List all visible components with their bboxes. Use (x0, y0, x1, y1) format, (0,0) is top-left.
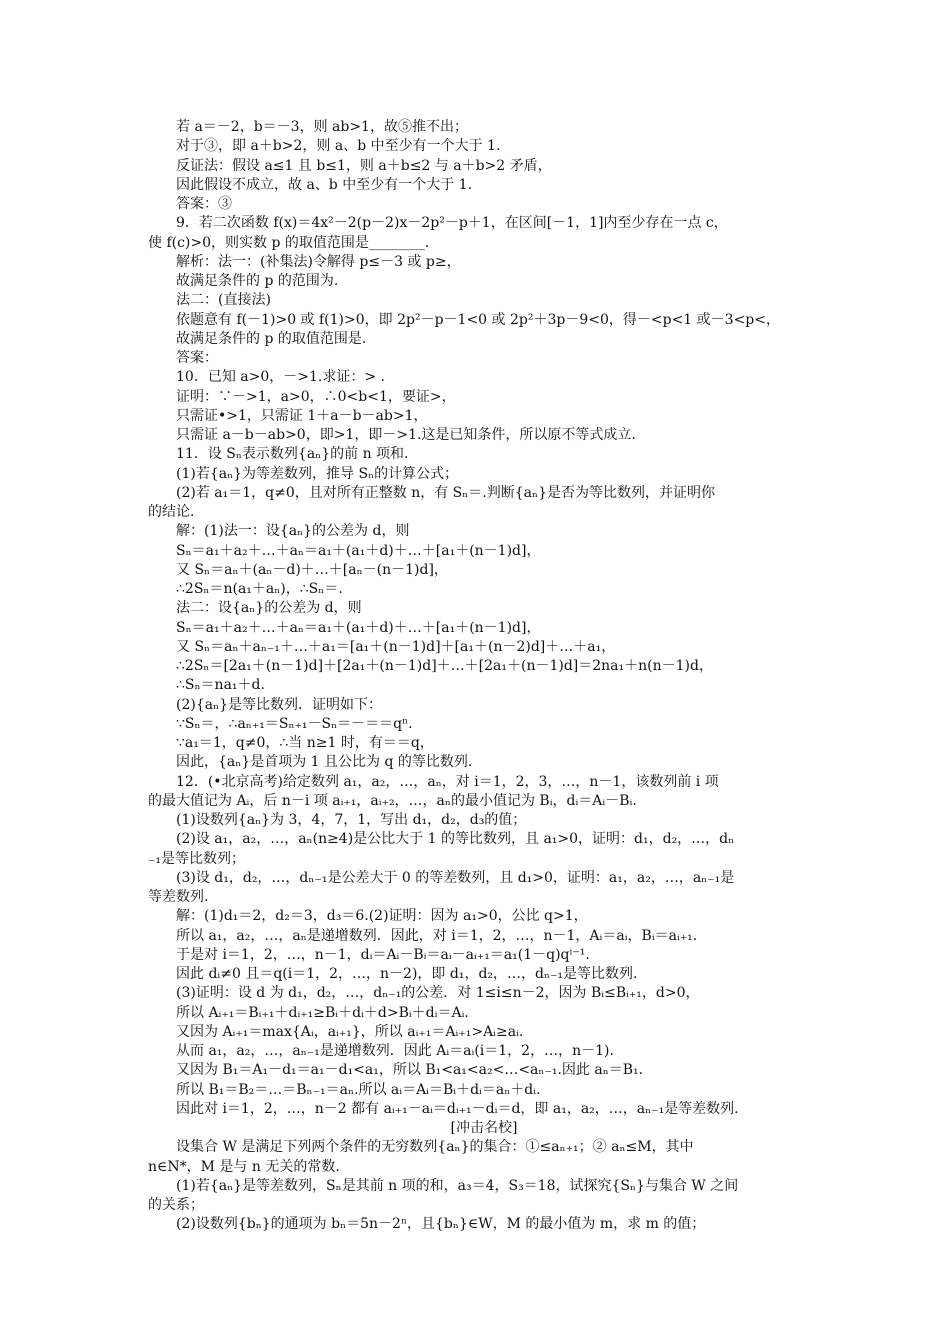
text-line: 的最大值记为 Aᵢ，后 n－i 项 aᵢ₊₁，aᵢ₊₂，…，aₙ的最小值记为 Bᵢ，dᵢ＝Aᵢ－Bᵢ. (148, 792, 637, 809)
text-line: 9．若二次函数 f(x)＝4x²－2(p－2)x－2p²－p＋1，在区间[－1，1]内至少存在一点 c， (176, 215, 728, 232)
text-line: 答案： (176, 350, 218, 366)
text-line: 于是对 i＝1，2，…，n－1，dᵢ＝Aᵢ－Bᵢ＝aᵢ－aᵢ₊₁＝a₁(1－q)qⁱ⁻¹. (176, 946, 590, 963)
text-line: 因此 dᵢ≠0 且＝q(i＝1，2，…，n－2)，即 d₁，d₂，…，dₙ₋₁是等比数列. (176, 966, 638, 982)
text-line: (1)若{aₙ}为等差数列，推导 Sₙ的计算公式； (176, 465, 459, 482)
text-line: 答案：③ (176, 196, 232, 212)
text-line: (1)设数列{aₙ}为 3，4，7，1，写出 d₁，d₂，d₃的值； (176, 812, 527, 828)
text-line: 从而 a₁，a₂，…，aₙ₋₁是递增数列．因此 Aᵢ＝aᵢ(i＝1，2，…，n－1)． (176, 1043, 624, 1059)
text-line: (2)设 a₁，a₂，…，aₙ(n≥4)是公比大于 1 的等比数列，且 a₁>0，证明：d₁，d₂，…，dₙ (176, 831, 735, 848)
text-line: 11．设 Sₙ表示数列{aₙ}的前 n 项和. (176, 446, 409, 463)
text-line: 反证法：假设 a≤1 且 b≤1，则 a＋b≤2 与 a＋b>2 矛盾， (176, 157, 552, 174)
text-line: 法二：设{aₙ}的公差为 d，则 (176, 600, 362, 617)
text-line: ∴Sₙ＝na₁＋d. (176, 677, 265, 694)
text-line: 设集合 W 是满足下列两个条件的无穷数列{aₙ}的集合：①≤aₙ₊₁；② aₙ≤M，其中 (176, 1139, 694, 1156)
section-heading: [冲击名校] (450, 1120, 518, 1136)
text-line: (1)若{aₙ}是等差数列，Sₙ是其前 n 项的和，a₃＝4，S₃＝18，试探究{Sₙ}与集合 W 之间 (176, 1177, 739, 1194)
text-line: 又 Sₙ＝aₙ＋aₙ₋₁＋…＋a₁＝[a₁＋(n－1)d]＋[a₁＋(n－2)d]＋…＋a₁， (176, 638, 616, 655)
text-line: 因此假设不成立，故 a、b 中至少有一个大于 1. (176, 176, 473, 193)
text-line: 证明：∵－>1，a>0，∴0<b<1，要证>， (176, 388, 456, 405)
text-line: 法二：(直接法) (176, 292, 271, 309)
text-line: 解：(1)法一：设{aₙ}的公差为 d，则 (176, 523, 410, 540)
text-line: 的结论. (148, 504, 195, 520)
text-line: ₋₁是等比数列； (148, 850, 246, 867)
text-line: ∵Sₙ＝，∴aₙ₊₁＝Sₙ₊₁－Sₙ＝－＝＝qⁿ. (176, 715, 413, 732)
text-line: 所以 a₁，a₂，…，aₙ是递增数列．因此，对 i＝1，2，…，n－1，Aᵢ＝aᵢ，Bᵢ＝aᵢ₊₁. (176, 927, 698, 944)
text-line: 只需证•>1，只需证 1＋a－b－ab>1， (176, 407, 428, 424)
text-line: 10．已知 a>0，－>1.求证：> . (176, 369, 385, 386)
text-line: 因此，{aₙ}是首项为 1 且公比为 q 的等比数列. (176, 754, 473, 771)
text-line: (2)若 a₁＝1，q≠0，且对所有正整数 n，有 Sₙ＝.判断{aₙ}是否为等比数列，并证明你 (176, 484, 715, 501)
text-line: (3)设 d₁，d₂，…，dₙ₋₁是公差大于 0 的等差数列，且 d₁>0，证明：a₁，a₂，…，aₙ₋₁是 (176, 869, 735, 886)
text-line: 因此对 i＝1，2，…，n－2 都有 aᵢ₊₁－aᵢ＝dᵢ₊₁－dᵢ＝d，即 a₁，a₂，…，aₙ₋₁是等差数列. (176, 1100, 739, 1117)
text-line: 的关系； (148, 1197, 204, 1213)
text-line: 12．(•北京高考)给定数列 a₁，a₂，…，aₙ，对 i＝1，2，3，…，n－1，该数列前 i 项 (176, 773, 719, 790)
text-line: 对于③，即 a＋b>2，则 a、b 中至少有一个大于 1. (176, 138, 501, 155)
text-line: 若 a＝－2，b＝－3，则 ab>1，故⑤推不出； (176, 119, 468, 135)
text-line: 等差数列. (148, 889, 209, 905)
text-line: 使 f(c)>0，则实数 p 的取值范围是________． (148, 234, 439, 251)
text-line: 所以 Aᵢ₊₁＝Bᵢ₊₁＋dᵢ₊₁≥Bᵢ＋dᵢ＋d>Bᵢ＋dᵢ＝Aᵢ. (176, 1004, 469, 1021)
text-line: n∈N*，M 是与 n 无关的常数. (148, 1158, 340, 1175)
text-line: 又 Sₙ＝aₙ＋(aₙ－d)＋…＋[aₙ－(n－1)d]， (176, 561, 448, 578)
text-line: ∴2Sₙ＝[2a₁＋(n－1)d]＋[2a₁＋(n－1)d]＋…＋[2a₁＋(n－1)d]＝2na₁＋n(n－1)d， (176, 658, 713, 674)
text-line: ∴2Sₙ＝n(a₁＋aₙ)，∴Sₙ＝. (176, 581, 343, 597)
text-line: 解：(1)d₁＝2，d₂＝3，d₃＝6.(2)证明：因为 a₁>0，公比 q>1， (176, 908, 588, 925)
text-line: Sₙ＝a₁＋a₂＋…＋aₙ＝a₁＋(a₁＋d)＋…＋[a₁＋(n－1)d]， (176, 542, 541, 559)
text-line: 故满足条件的 p 的范围为. (176, 273, 339, 289)
text-line: (2){aₙ}是等比数列．证明如下： (176, 696, 383, 713)
text-line: 只需证 a－b－ab>0，即>1，即－>1.这是已知条件，所以原不等式成立. (176, 427, 636, 443)
text-line: ∵a₁＝1，q≠0，∴当 n≥1 时，有＝＝q， (176, 735, 434, 751)
text-line: 依题意有 f(－1)>0 或 f(1)>0，即 2p²－p－1<0 或 2p²＋3p－9<0，得－<p<1 或－3<p<， (176, 311, 780, 328)
document-body (148, 118, 820, 1235)
text-line: (3)证明：设 d 为 d₁，d₂，…，dₙ₋₁的公差．对 1≤i≤n－2，因为 Bᵢ≤Bᵢ₊₁，d>0， (176, 985, 700, 1002)
text-line: Sₙ＝a₁＋a₂＋…＋aₙ＝a₁＋(a₁＋d)＋…＋[a₁＋(n－1)d]， (176, 619, 541, 636)
text-line: 故满足条件的 p 的取值范围是. (176, 330, 367, 347)
text-line: 解析：法一：(补集法)令解得 p≤－3 或 p≥， (176, 253, 461, 270)
text-line: 又因为 B₁＝A₁－d₁＝a₁－d₁<a₁，所以 B₁<a₁<a₂<…<aₙ₋₁.因此 aₙ＝B₁. (176, 1062, 644, 1079)
text-line: 所以 B₁＝B₂＝…＝Bₙ₋₁＝aₙ.所以 aᵢ＝Aᵢ＝Bᵢ＋dᵢ＝aₙ＋dᵢ. (176, 1081, 541, 1098)
text-line: (2)设数列{bₙ}的通项为 bₙ＝5n－2ⁿ，且{bₙ}∈W，M 的最小值为 m，求 m 的值； (176, 1216, 706, 1233)
text-line: 又因为 Aᵢ₊₁＝max{Aᵢ，aᵢ₊₁}，所以 aᵢ₊₁＝Aᵢ₊₁>Aᵢ≥aᵢ. (176, 1023, 524, 1040)
